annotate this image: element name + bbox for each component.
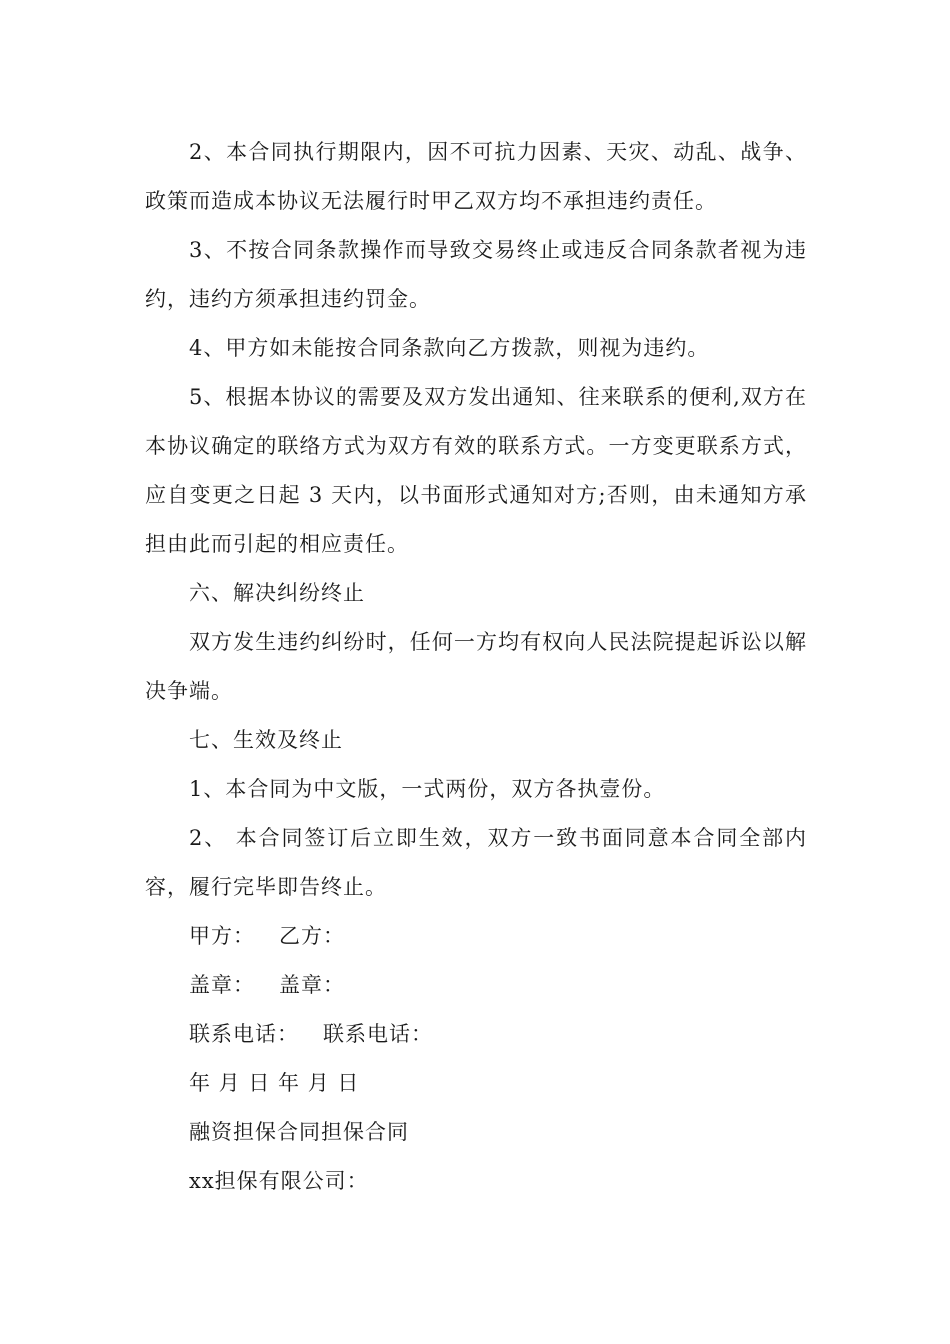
party-b-label: 乙方：: [279, 924, 345, 948]
addressee-line: xx担保有限公司：: [189, 1169, 369, 1193]
clause-3-breach: 3、不按合同条款操作而导致交易终止或违反合同条款者视为违约，违约方须承担违约罚金。: [145, 238, 807, 311]
clause-2-force-majeure: 2、本合同执行期限内，因不可抗力因素、天灾、动乱、战争、政策而造成本协议无法履行时甲乙双方均不承担违约责任。: [145, 140, 807, 213]
party-a-label: 甲方：: [189, 924, 255, 948]
signature-party-row: [145, 912, 807, 961]
signature-phone-row: [145, 1010, 807, 1059]
seal-a-label: 盖章：: [189, 973, 255, 997]
signature-date-row: 年 月 日 年 月 日: [189, 1071, 360, 1095]
clause-5-contact: 5、根据本协议的需要及双方发出通知、往来联系的便利,双方在本协议确定的联络方式为双方有效的联系方式。一方变更联系方式，应自变更之日起 3 天内，以书面形式通知对方;否则，由未通知方承担由此而引起的相应责任。: [145, 385, 807, 556]
section-7-clause-1: 1、本合同为中文版，一式两份，双方各执壹份。: [189, 777, 666, 801]
phone-b-label: 联系电话：: [323, 1022, 433, 1046]
phone-a-label: 联系电话：: [189, 1022, 299, 1046]
section-6-heading: 六、解决纠纷终止: [189, 581, 365, 605]
section-6-body: 双方发生违约纠纷时，任何一方均有权向人民法院提起诉讼以解决争端。: [145, 630, 807, 703]
clause-4-payment: 4、甲方如未能按合同条款向乙方拨款，则视为违约。: [189, 336, 710, 360]
next-contract-title: 融资担保合同担保合同: [189, 1120, 409, 1144]
signature-seal-row: [145, 961, 807, 1010]
section-7-clause-2: 2、 本合同签订后立即生效，双方一致书面同意本合同全部内容，履行完毕即告终止。: [145, 826, 807, 899]
seal-b-label: 盖章：: [279, 973, 345, 997]
section-7-heading: 七、生效及终止: [189, 728, 343, 752]
